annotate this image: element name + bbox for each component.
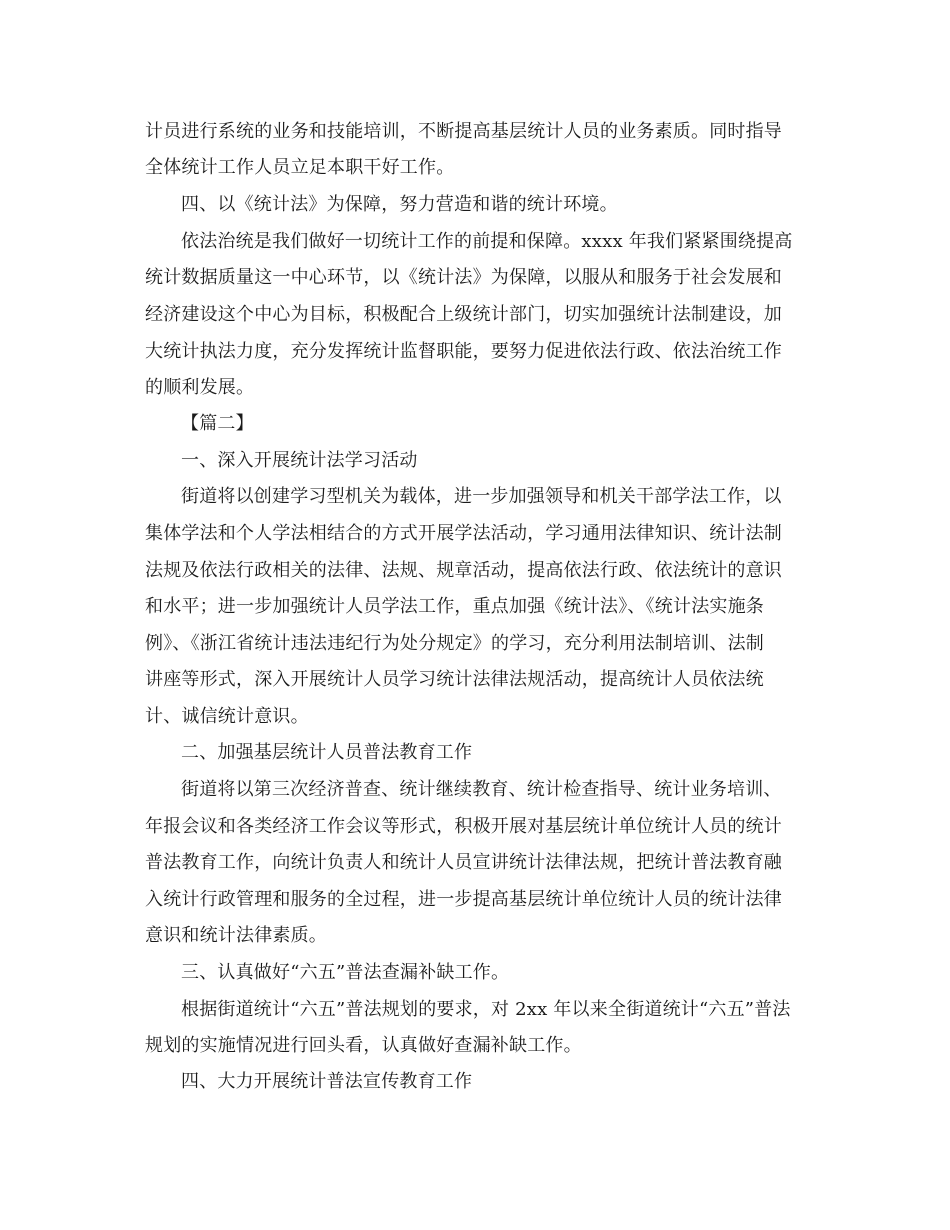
section-heading: 四、大力开展统计普法宣传教育工作	[181, 1071, 473, 1092]
text-line: 依法治统是我们做好一切统计工作的前提和保障。xxxx 年我们紧紧围绕提高	[181, 231, 793, 252]
text-line: 统计数据质量这一中心环节，以《统计法》为保障，以服从和服务于社会发展和	[145, 267, 782, 288]
text-line: 入统计行政管理和服务的全过程，进一步提高基层统计单位统计人员的统计法律	[145, 889, 782, 910]
text-line: 年报会议和各类经济工作会议等形式，积极开展对基层统计单位统计人员的统计	[145, 816, 782, 837]
text-line: 街道将以第三次经济普查、统计继续教育、统计检查指导、统计业务培训、	[181, 779, 782, 800]
text-line: 和水平；进一步加强统计人员学法工作，重点加强《统计法》、《统计法实施条	[145, 596, 764, 617]
text-line: 规划的实施情况进行回头看，认真做好查漏补缺工作。	[145, 1035, 582, 1056]
section-heading: 四、以《统计法》为保障，努力营造和谐的统计环境。	[181, 194, 618, 215]
text-line: 的顺利发展。	[145, 377, 255, 398]
text-line: 讲座等形式，深入开展统计人员学习统计法律法规活动，提高统计人员依法统	[145, 669, 764, 690]
text-line: 法规及依法行政相关的法律、法规、规章活动，提高依法行政、依法统计的意识	[145, 560, 782, 581]
text-line: 计员进行系统的业务和技能培训，不断提高基层统计人员的业务素质。同时指导	[145, 121, 782, 142]
text-line: 街道将以创建学习型机关为载体，进一步加强领导和机关干部学法工作，以	[181, 486, 782, 507]
text-line: 集体学法和个人学法相结合的方式开展学法活动，学习通用法律知识、统计法制	[145, 523, 782, 544]
text-line: 普法教育工作，向统计负责人和统计人员宣讲统计法律法规，把统计普法教育融	[145, 852, 782, 873]
text-line: 根据街道统计“六五”普法规划的要求，对 2xx 年以来全街道统计“六五”普法	[181, 999, 791, 1020]
section-heading: 一、深入开展统计法学习活动	[181, 450, 418, 471]
text-line: 例》、《浙江省统计违法违纪行为处分规定》的学习，充分利用法制培训、法制	[145, 633, 764, 654]
text-line: 计、诚信统计意识。	[145, 706, 309, 727]
section-heading: 二、加强基层统计人员普法教育工作	[181, 742, 473, 763]
section-heading: 三、认真做好“六五”普法查漏补缺工作。	[181, 962, 510, 983]
text-line: 经济建设这个中心为目标，积极配合上级统计部门，切实加强统计法制建设，加	[145, 304, 782, 325]
text-line: 大统计执法力度，充分发挥统计监督职能，要努力促进依法行政、依法治统工作	[145, 341, 782, 362]
part-heading: 【篇二】	[181, 413, 254, 434]
text-line: 意识和统计法律素质。	[145, 925, 327, 946]
text-line: 全体统计工作人员立足本职干好工作。	[145, 157, 455, 178]
